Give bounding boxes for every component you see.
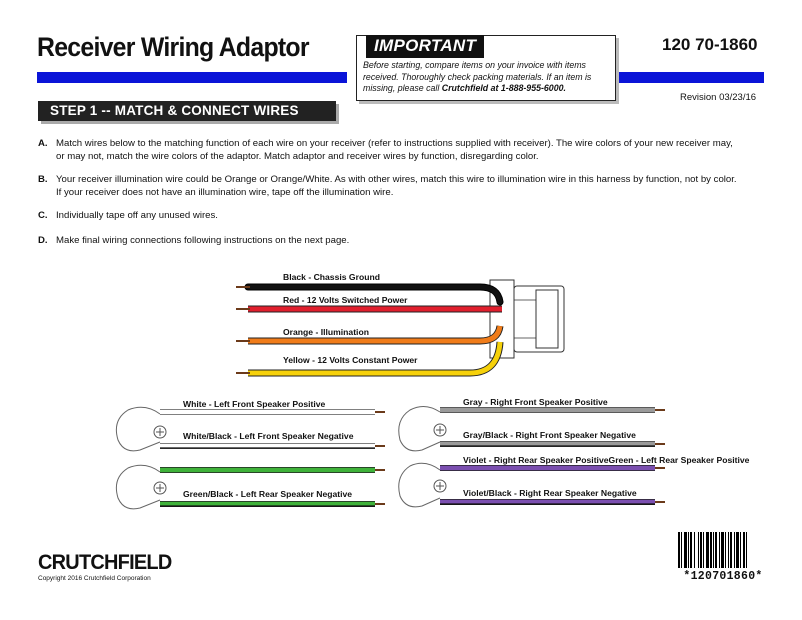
barcode	[678, 532, 768, 568]
important-label: IMPORTANT	[366, 35, 484, 58]
speaker-pair-right-front	[399, 406, 665, 450]
barcode-bar	[715, 532, 717, 568]
barcode-bar	[698, 532, 699, 568]
wire-label: Gray/Black - Right Front Speaker Negative	[463, 430, 636, 440]
barcode-bar	[694, 532, 695, 568]
instruction-letter: A.	[38, 138, 48, 149]
wire-label-violet: Violet - Right Rear Speaker Positive	[463, 455, 609, 465]
barcode-bar	[684, 532, 687, 568]
part-number: 120 70-1860	[662, 35, 758, 54]
instruction-text: Make final wiring connections following instructions on the next page.	[56, 235, 350, 246]
barcode-bar	[725, 532, 726, 568]
barcode-bar	[746, 532, 747, 568]
barcode-bar	[728, 532, 729, 568]
step-heading: STEP 1 -- MATCH & CONNECT WIRES	[38, 101, 336, 121]
barcode-bar	[730, 532, 732, 568]
instruction-letter: D.	[38, 235, 48, 246]
revision-date: Revision 03/23/16	[680, 92, 757, 103]
important-phone: Crutchfield at 1-888-955-6000.	[441, 83, 566, 93]
crutchfield-logo: CRUTCHFIELD	[38, 551, 172, 574]
wire-label: White/Black - Left Front Speaker Negative	[183, 431, 354, 441]
wire-label: Red - 12 Volts Switched Power	[283, 295, 408, 305]
speaker-pair-left-rear	[116, 465, 385, 509]
barcode-bar	[736, 532, 739, 568]
wire-label	[463, 455, 750, 465]
barcode-bar	[706, 532, 709, 568]
barcode-bar	[743, 532, 745, 568]
instruction-text: Individually tape off any unused wires.	[56, 210, 218, 221]
instruction-letter: C.	[38, 210, 48, 221]
barcode-bar	[688, 532, 689, 568]
wire-label: White - Left Front Speaker Positive	[183, 399, 326, 409]
instruction-text: Your receiver illumination wire could be Orange or Orange/White. As with other wires, match this wire to illumination wire in this harness by function, not by color. If your receiver does not have an illumination wire, tape off the illumination wire.	[56, 174, 737, 198]
barcode-bar	[703, 532, 704, 568]
speaker-pair-left-front	[116, 407, 385, 451]
barcode-bar	[713, 532, 714, 568]
important-body: Before starting, compare items on your invoice with items received. Thoroughly check packing materials. If an item is missing, please call	[363, 60, 592, 93]
wire-label: Gray - Right Front Speaker Positive	[463, 397, 608, 407]
barcode-bar	[740, 532, 741, 568]
barcode-bar	[678, 532, 680, 568]
barcode-bar	[719, 532, 720, 568]
barcode-number: *120701860*	[683, 570, 763, 583]
wire-label: Black - Chassis Ground	[283, 272, 380, 282]
document-title: Receiver Wiring Adaptor	[37, 32, 309, 62]
instruction-letter: B.	[38, 174, 48, 185]
barcode-bar	[690, 532, 692, 568]
wire-label: Violet/Black - Right Rear Speaker Negative	[463, 488, 637, 498]
wire-label-green: Green - Left Rear Speaker Positive	[608, 455, 750, 465]
instruction-text: Match wires below to the matching function of each wire on your receiver (refer to instructions supplied with receiver). The wire colors of your new receiver may, or may not, match the wire colors of the adaptor. Match adaptor and receiver wires by function, disregarding color.	[56, 138, 733, 162]
barcode-bar	[734, 532, 735, 568]
barcode-bar	[721, 532, 724, 568]
wire-label: Orange - Illumination	[283, 327, 369, 337]
speaker-pair-right-rear	[399, 463, 665, 507]
wire-label: Green/Black - Left Rear Speaker Negative	[183, 489, 353, 499]
copyright-text: Copyright 2016 Crutchfield Corporation	[38, 575, 151, 582]
wire-label: Yellow - 12 Volts Constant Power	[283, 355, 418, 365]
barcode-bar	[700, 532, 702, 568]
barcode-bar	[710, 532, 712, 568]
barcode-bar	[681, 532, 682, 568]
